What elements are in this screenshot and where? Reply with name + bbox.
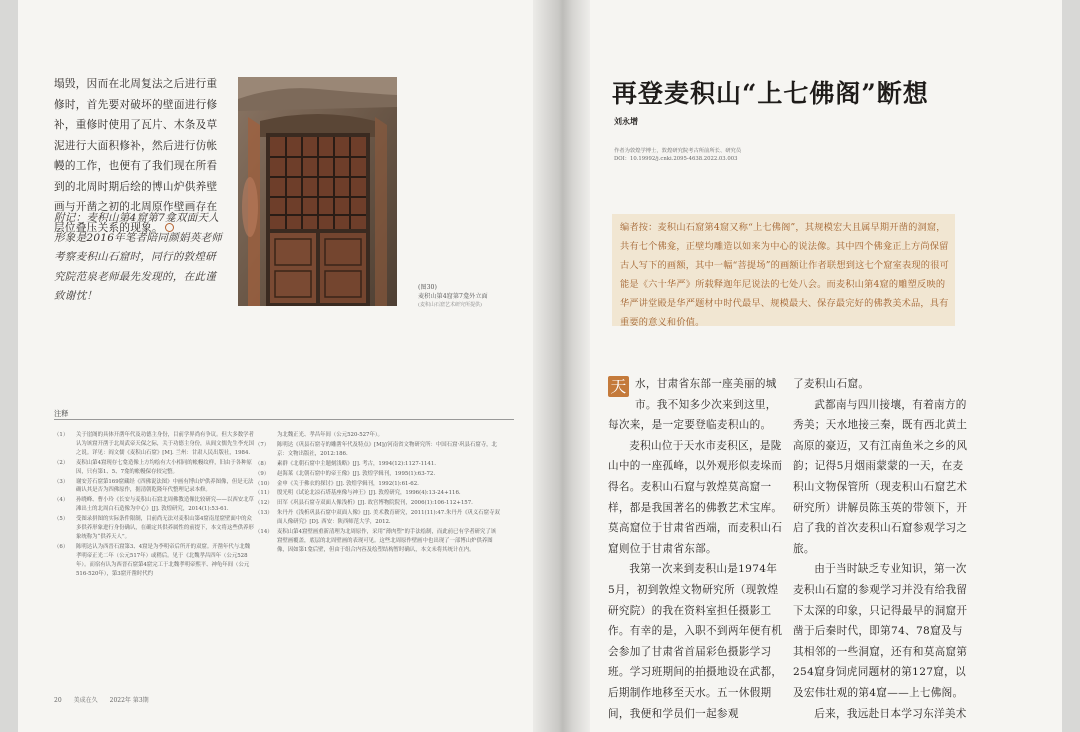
journal-name: 美成在久 <box>73 697 98 704</box>
footnote-number: （10） <box>255 480 273 487</box>
footnote <box>255 499 500 508</box>
footnote-number: （5） <box>54 516 69 523</box>
photo-caption: (图30) 麦积山第4窟第7龛外立面 (麦积山石窟艺术研究所提供) <box>418 284 488 308</box>
notes-column-right <box>255 431 500 556</box>
editor-note: 编者按：麦积山石窟第4窟又称“上七佛阁”，其规模宏大且属早期开凿的洞窟，共有七个佛龛，正壁均雕造以如来为中心的说法像。其中四个佛龛正上方尚保留古人写下的画额，其中一幅“菩提场”的画额让作者联想到这七个窟室表现的很可能是《六十华严》所载释迦年尼说法的七处八会。而麦积山第4窟的雕塑反映的华严讲堂殿是华严题材中时代最早、规模最大、保存最完好的佛教美术品，具有重要的意义和价值。 <box>620 222 949 328</box>
body-paragraph: 我第一次来到麦积山是1974年5月，初到敦煌文物研究所（现敦煌研究院）的我在资料室担任摄影工作。有幸的是，入职不到两年便有机会参加了甘肃省首届彩色摄影学习班。学习班期间的拍摄地设在武都，后期制作地移至天水。五一休假期间，我便和学员们一起参观 <box>608 563 783 720</box>
postscript: 附记：麦积山第4窟第7龛双面天人形象是2016年笔者陪同颜娟英老师考察麦积山石窟时，同行的敦煌研究院范泉老师最先发现的，在此谨致谢忱！ <box>54 212 223 302</box>
footnote <box>255 489 500 498</box>
page-footer <box>54 695 161 704</box>
article-title: 再登麦积山“上七佛阁”断想 <box>612 79 929 108</box>
author-meta: 作者为敦煌学博士，敦煌研究院考古所前所长、研究员 DOI：10.19992/j.cnki.2095-4638.2022.03.003 <box>614 148 742 163</box>
cave-niche-photo <box>238 77 397 306</box>
footnote-number <box>255 431 277 440</box>
body-paragraph: 麦积山位于天水市麦积区，是陇山中的一座孤峰，以外观形似麦垛而得名。麦积山石窟与敦煌莫高窟一样，都是我国著名的佛教艺术宝库。莫高窟位于甘肃省西端，而麦积山石窟则位于甘肃省东部。 <box>608 439 783 555</box>
book-gutter <box>533 0 590 732</box>
footnote-text: 麦积山第4窟壁画重新清理为北周原作，采用“薄肉塑”的手法绘制，而此前已有学者研究了该窟壁画覆盖，底层的北周壁画的表现可见。这些北周原作壁画中也出现了一部博山炉供养图像，因如第1龛后壁，但由于组合内容及绘塑结构暂时确认，本文未将其统计在内。 <box>277 529 497 553</box>
journal-issue: 2022年 第3期 <box>109 697 149 704</box>
body-column-1 <box>608 374 783 724</box>
page-number: 20 <box>54 697 62 704</box>
footnote-text: 赵海莱《北朝石窟中的帝王像》[J]. 敦煌学辑刊，1995(1):63-72. <box>277 470 436 477</box>
footnote-number: （12） <box>255 500 273 507</box>
footnote-number: （7） <box>255 441 270 448</box>
footnote-text: 为北魏正光、孝昌年间（公元520-527年）。 <box>277 432 383 438</box>
footnote-text: 受图录拼图的实际条件限制，目前尚无法对麦积山第4窟南崖窟壁面中的众多供养形象进行身份确认，在确定其供养属性的前提下，本文将这些供养形象统称为“供养天人”。 <box>76 516 254 540</box>
footnote <box>54 478 254 496</box>
left-page <box>18 0 533 732</box>
footnote <box>54 496 254 514</box>
footnote <box>54 515 254 542</box>
footnote-number: （6） <box>54 543 69 550</box>
footnote-number: （13） <box>255 510 273 517</box>
footnote-number: （11） <box>255 490 273 497</box>
footnote-text: 殷光明《试论北凉石塔基座像与神王》[J]. 敦煌研究，1996(4):13-24+116. <box>277 490 461 497</box>
footnote-number: （3） <box>54 478 69 485</box>
footnote-text: 田军《巩县石窟寺双面人像浅析》[J]. 故宫博物院院刊，2006(1):106-112+157. <box>277 500 473 507</box>
footnote-number: （14） <box>255 529 273 536</box>
footnote-number: （8） <box>255 460 270 467</box>
footnote <box>255 509 500 527</box>
body-paragraph: 后来，我远赴日本学习东洋美术 <box>814 707 967 720</box>
footnote-text: 素群《北朝石窟中主题刻浅略》[J]. 考古，1994(12):1127-1141. <box>277 460 437 467</box>
footnote-text: 谢安芳石窟第169窟藏经《四佛说法图》中画有博山炉供养图像，但是无法确认其是否为四佛原作，据清朝乾隆年代整理记录本修。 <box>76 478 254 494</box>
body-paragraph: 水，甘肃省东部一座美丽的城市。我不知多少次来到这里，每次来，是一定要登临麦积山的。 <box>608 378 777 432</box>
footnote <box>255 441 500 459</box>
body-paragraph: 了麦积山石窟。 <box>793 378 870 390</box>
footnote-text: 孙晓峰、曹小玲《长安与麦积山石窟北周佛教造像比较研究——以西安北草滩出土的北周白石造像为中心》[J]. 敦煌研究，2014(1):53-61. <box>76 497 254 513</box>
footnote <box>255 480 500 489</box>
footnote-number: （9） <box>255 470 270 477</box>
footnote <box>255 431 500 440</box>
footnote <box>255 460 500 469</box>
footnote-text: 陈明达《巩县石窟寺的雕凿年代及特点》[M]//河南省文物研究所：中国石窟·巩县石窟寺，北京：文物出版社，2012:186. <box>277 441 497 457</box>
notes-column-left <box>54 431 254 580</box>
drop-cap: 天 <box>608 376 629 397</box>
footnote <box>54 459 254 477</box>
body-paragraph: 塌毁，因而在北周复法之后进行重修时，首先要对破坏的壁面进行修补，重修时使用了瓦片、木条及草泥进行大面积修补，然后进行仿帐幔的工作，也便有了我们现在所看到的北周时期后绘的博山炉供养壁画与开凿之初的北周原作壁画存在层位叠压关系的现象。 <box>54 78 218 234</box>
footnote <box>255 470 500 479</box>
footnote-text: 关于崖阁的具体开凿年代及功德主身份，目前学界尚有争议。但大多数学者认为该窟开凿于北周武帝天保之际，关于功德主身份，从阎文儒先生李充国之说。详见：阎文儒《麦积山石窟》[M]. 兰州：甘肃人民出版社，1984. <box>76 432 254 456</box>
body-paragraph: 武都南与四川接壤，有着南方的秀美；天水地接三秦，既有西北黄土高原的豪迈，又有江南鱼米之乡的风韵；记得5月烟雨蒙蒙的一天，在麦积山文物保管所（现麦积山石窟艺术研究所）讲解员陈玉英的带领下，开启了我的首次麦积山石窟参观学习之旅。 <box>793 398 968 555</box>
footnote-text: 麦积山第4窟现存七龛造像上方均绘有大小相同的帐幔纹样，旧由于各种原因，只有第1、5、7龛的帐幔保存较完整。 <box>76 459 252 475</box>
footnote-text: 朱丹丹《浅析巩县石窟中双面人像》[J]. 美术教育研究，2011(11):47.朱丹丹《巩义石窟寺双面人像研究》[D]. 西安：陕西师范大学，2012. <box>277 510 500 526</box>
footnote <box>255 528 500 555</box>
editor-note-box <box>612 214 955 326</box>
body-paragraph: 由于当时缺乏专业知识，第一次麦积山石窟的参观学习并没有给我留下太深的印象，只记得最早的洞窟开凿于后秦时代，即第74、78窟及与其相邻的一些洞窟，还有和莫高窟第254窟身饲虎同题材的第127窟，以及宏伟壮观的第4窟——上七佛阁。 <box>793 563 968 699</box>
footnote <box>54 431 254 458</box>
notes-heading: 注释 <box>54 409 69 418</box>
footnote-number: （4） <box>54 497 69 504</box>
footnote-text: 金申《关于佛衣的探讨》[J]. 敦煌学辑刊，1992(1):61-62. <box>277 480 419 487</box>
author-name: 刘永增 <box>614 116 638 126</box>
right-page <box>590 0 1062 732</box>
footnote-number: （1） <box>54 432 69 438</box>
footnote <box>54 543 254 579</box>
notes-divider <box>54 419 514 420</box>
body-column-2 <box>793 374 968 724</box>
footnote-number: （2） <box>54 459 69 466</box>
footnote-text: 陈明达认为西晋石窟第3、4窟是为李明帝后所开的双窟。开凿年代与北魏孝明帝正光二年（公元517年）或稍后。见于《北魏孝昌四年（公元528年）。而宿有认为西晋石窟第4窟完工于北魏孝明帝熙平、神龟年间（公元516-520年），第3窟开凿时代约 <box>76 543 250 577</box>
